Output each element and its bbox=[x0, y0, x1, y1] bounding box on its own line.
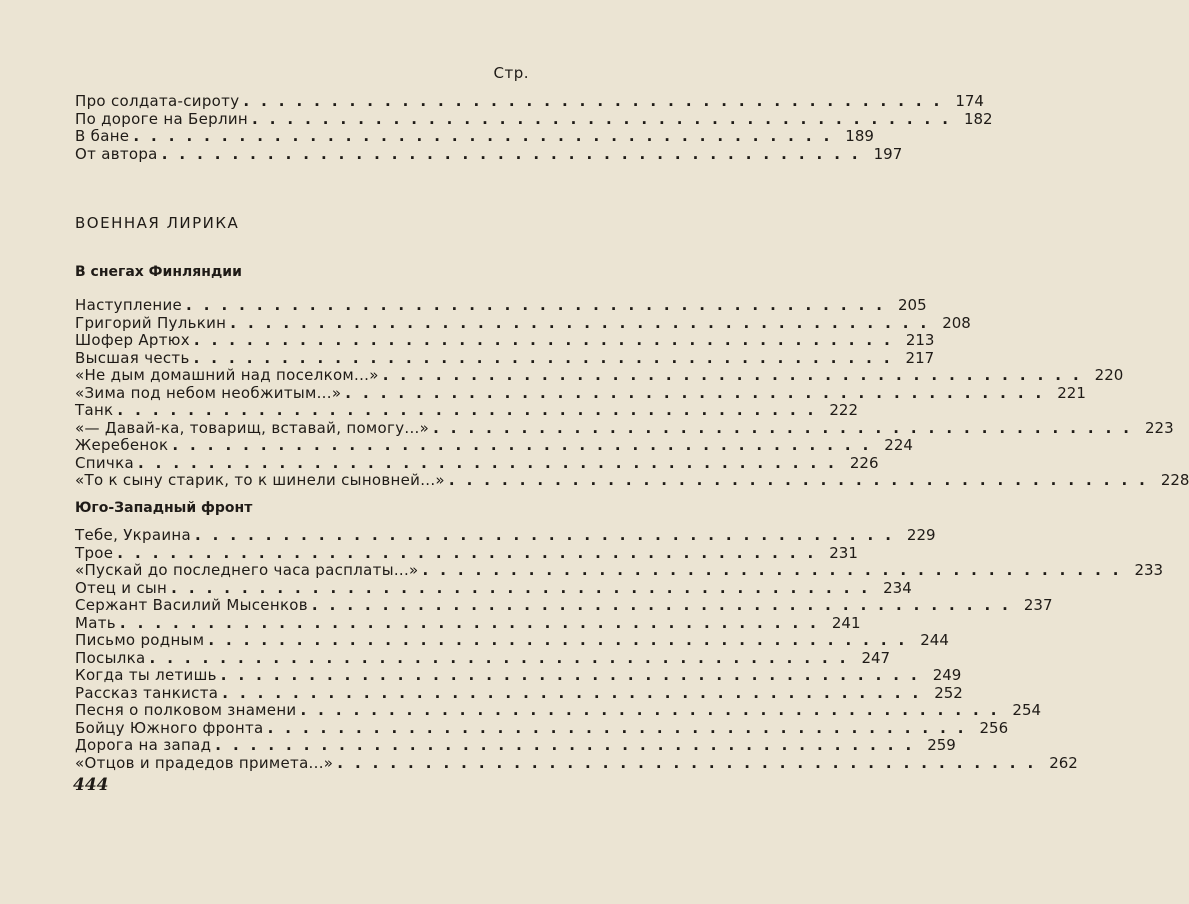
toc-entry-page: 205 bbox=[897, 296, 927, 314]
dot-leader: ........................................ bbox=[172, 436, 881, 454]
toc-entry-title: От автора bbox=[75, 144, 158, 163]
toc-entry bbox=[75, 453, 879, 473]
toc-entry-page: 213 bbox=[905, 331, 935, 349]
toc-entry-page: 259 bbox=[927, 736, 956, 754]
toc-entry bbox=[75, 683, 963, 703]
toc-entry-page: 223 bbox=[1145, 418, 1174, 437]
dot-leader: ........................................ bbox=[133, 127, 842, 145]
toc-entry bbox=[75, 701, 1042, 720]
toc-entry bbox=[75, 144, 903, 164]
dot-leader: ........................................ bbox=[171, 578, 880, 597]
toc-entry-page: 229 bbox=[906, 526, 936, 544]
toc-entry bbox=[75, 296, 927, 315]
dot-leader: ........................................ bbox=[149, 648, 858, 667]
toc-entry-title: «Не дым домашний над поселком...» bbox=[75, 366, 379, 384]
toc-entry-page: 256 bbox=[979, 718, 1009, 737]
dot-leader: ........................................ bbox=[220, 666, 929, 684]
toc-entry bbox=[75, 561, 1164, 580]
toc-entry-title: Шофер Артюх bbox=[75, 331, 190, 349]
dot-leader: ........................................ bbox=[208, 631, 917, 649]
toc-entry-page: 220 bbox=[1094, 366, 1124, 384]
toc-entry bbox=[75, 526, 936, 545]
toc-entry bbox=[75, 127, 874, 146]
toc-entry-page: 224 bbox=[884, 436, 913, 454]
toc-top-list bbox=[75, 92, 993, 163]
toc-entry-title: Бойцу Южного фронта bbox=[75, 718, 264, 737]
toc-entry-title: Сержант Василий Мысенков bbox=[75, 596, 308, 614]
toc-entry bbox=[75, 596, 1053, 615]
toc-entry bbox=[75, 648, 891, 668]
toc-entry-title: «То к сыну старик, то к шинели сыновней...» bbox=[75, 471, 445, 489]
dot-leader: ........................................ bbox=[186, 296, 894, 314]
dot-leader: ........................................ bbox=[243, 92, 952, 110]
toc-entry bbox=[75, 109, 993, 129]
dot-leader: ........................................ bbox=[194, 526, 903, 544]
toc-entry-title: По дороге на Берлин bbox=[75, 109, 248, 128]
toc-entry-title: В бане bbox=[75, 127, 130, 145]
toc-entry-page: 233 bbox=[1134, 561, 1164, 579]
toc-entry-title: Мать bbox=[75, 613, 116, 632]
toc-entry-title: Григорий Пулькин bbox=[75, 313, 227, 332]
toc-entry-title: «Отцов и прадедов примета...» bbox=[75, 753, 334, 772]
toc-entry-page: 221 bbox=[1057, 383, 1086, 402]
toc-entry bbox=[75, 578, 912, 598]
toc-entry bbox=[75, 718, 1009, 738]
toc-entry bbox=[75, 418, 1174, 438]
dot-leader: ........................................ bbox=[345, 383, 1054, 402]
dot-leader: ........................................ bbox=[337, 753, 1046, 772]
dot-leader: ........................................ bbox=[422, 561, 1131, 579]
toc-entry bbox=[75, 736, 956, 755]
dot-leader: ........................................ bbox=[119, 613, 828, 632]
toc-entry-title: Трое bbox=[75, 543, 114, 562]
dot-leader: ........................................ bbox=[137, 453, 846, 472]
toc-entry-page: 189 bbox=[845, 127, 874, 145]
toc-entry-page: 226 bbox=[849, 453, 879, 472]
dot-leader: ........................................ bbox=[117, 543, 826, 562]
toc-entry-title: Посылка bbox=[75, 648, 146, 667]
section-title: ВОЕННАЯ ЛИРИКА bbox=[75, 214, 240, 232]
toc-entry bbox=[75, 401, 858, 420]
toc-entry-title: Танк bbox=[75, 401, 114, 419]
dot-leader: ........................................ bbox=[382, 366, 1091, 384]
subsection-title-southwest: Юго-Западный фронт bbox=[75, 500, 253, 516]
toc-entry bbox=[75, 383, 1086, 403]
toc-entry-title: Наступление bbox=[75, 296, 183, 314]
toc-entry bbox=[75, 666, 962, 685]
toc-entry bbox=[75, 348, 935, 368]
toc-entry-page: 208 bbox=[942, 313, 971, 332]
toc-entry-page: 252 bbox=[934, 683, 963, 702]
toc-entry-title: Письмо родным bbox=[75, 631, 205, 649]
toc-entry-page: 254 bbox=[1012, 701, 1042, 719]
dot-leader: ........................................ bbox=[267, 718, 976, 737]
toc-entry-page: 262 bbox=[1049, 753, 1078, 772]
dot-leader: ........................................ bbox=[117, 401, 826, 419]
toc-entry-title: Песня о полковом знамени bbox=[75, 701, 297, 719]
toc-entry-title: Когда ты летишь bbox=[75, 666, 217, 684]
toc-southwest-list bbox=[75, 526, 1164, 772]
toc-entry-title: Про солдата-сироту bbox=[75, 92, 240, 110]
toc-entry-title: «Зима под небом необжитым...» bbox=[75, 383, 342, 402]
toc-entry bbox=[75, 331, 935, 350]
toc-entry-title: Дорога на запад bbox=[75, 736, 212, 754]
toc-entry bbox=[75, 543, 858, 563]
toc-entry-page: 174 bbox=[955, 92, 984, 110]
dot-leader: ........................................ bbox=[193, 331, 902, 349]
toc-entry-page: 217 bbox=[905, 348, 935, 367]
toc-entry bbox=[75, 92, 984, 111]
toc-entry-title: Рассказ танкиста bbox=[75, 683, 219, 702]
subsection-title-finland: В снегах Финляндии bbox=[75, 264, 242, 280]
toc-entry-title: «— Давай-ка, товарищ, вставай, помогу...» bbox=[75, 418, 430, 437]
toc-entry-title: «Пускай до последнего часа расплаты...» bbox=[75, 561, 419, 579]
toc-entry-title: Тебе, Украина bbox=[75, 526, 191, 544]
toc-entry-title: Жеребенок bbox=[75, 436, 169, 454]
dot-leader: ........................................ bbox=[311, 596, 1020, 614]
toc-entry-page: 237 bbox=[1023, 596, 1053, 614]
dot-leader: ........................................ bbox=[161, 144, 870, 163]
toc-entry-page: 197 bbox=[873, 144, 903, 163]
toc-entry-page: 222 bbox=[829, 401, 858, 419]
toc-entry bbox=[75, 613, 861, 633]
toc-entry bbox=[75, 366, 1124, 385]
page-number: 444 bbox=[73, 775, 109, 795]
toc-entry-page: 249 bbox=[932, 666, 962, 684]
toc-entry-title: Высшая честь bbox=[75, 348, 190, 367]
dot-leader: ........................................ bbox=[448, 471, 1157, 489]
dot-leader: ........................................ bbox=[230, 313, 939, 332]
toc-entry-page: 244 bbox=[920, 631, 949, 649]
page-column-header: Стр. bbox=[493, 64, 529, 82]
toc-entry bbox=[75, 631, 949, 650]
dot-leader: ........................................ bbox=[433, 418, 1142, 437]
dot-leader: ........................................ bbox=[215, 736, 924, 754]
toc-entry-page: 182 bbox=[963, 109, 993, 128]
toc-entry bbox=[75, 753, 1078, 773]
toc-entry-page: 247 bbox=[861, 648, 891, 667]
dot-leader: ........................................ bbox=[193, 348, 902, 367]
toc-entry-title: Отец и сын bbox=[75, 578, 168, 597]
toc-entry bbox=[75, 436, 913, 455]
toc-entry bbox=[75, 313, 971, 333]
toc-entry bbox=[75, 471, 1189, 490]
toc-entry-page: 231 bbox=[829, 543, 858, 562]
dot-leader: ........................................ bbox=[222, 683, 931, 702]
toc-entry-title: Спичка bbox=[75, 453, 134, 472]
toc-entry-page: 228 bbox=[1160, 471, 1189, 489]
dot-leader: ........................................ bbox=[252, 109, 960, 128]
toc-entry-page: 241 bbox=[831, 613, 861, 632]
dot-leader: ........................................ bbox=[300, 701, 1009, 719]
toc-entry-page: 234 bbox=[883, 578, 912, 597]
toc-finland-list bbox=[75, 296, 1189, 490]
